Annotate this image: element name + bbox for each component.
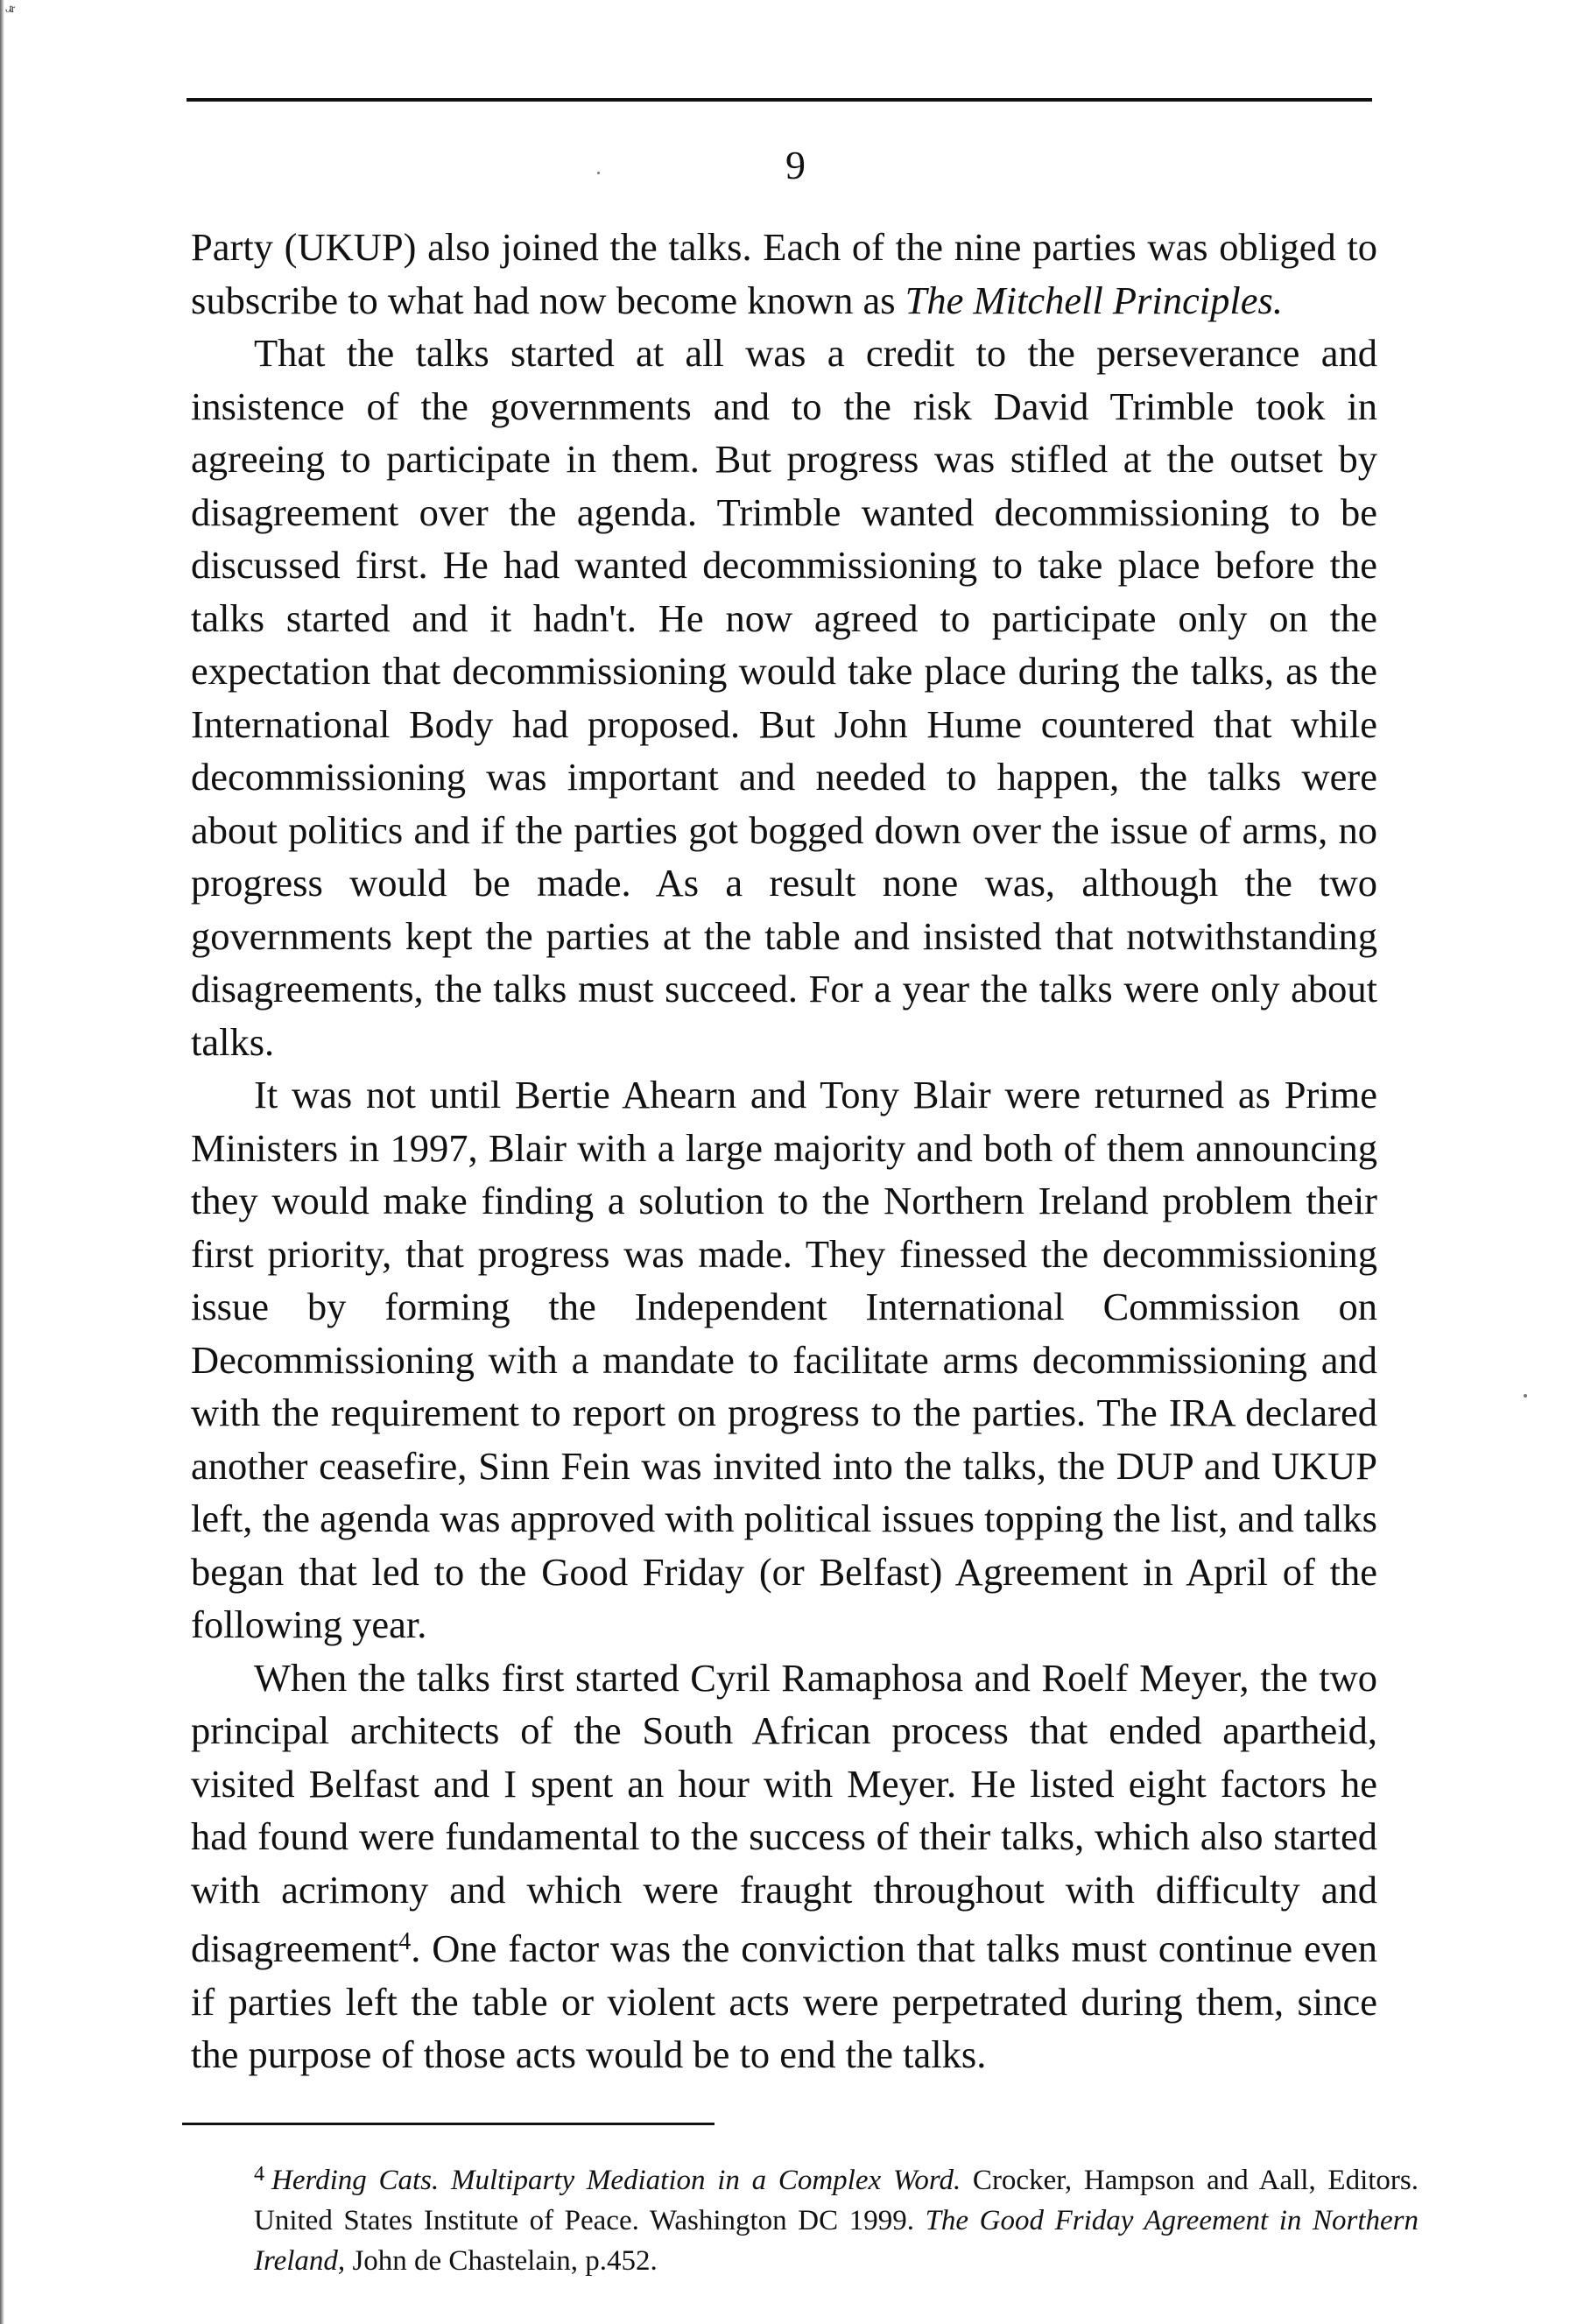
footnote-text: Crocker, Hampson and Aall, Editors. United States Institute of Peace. Washington DC 1999. bbox=[254, 2165, 1419, 2236]
page-left-edge bbox=[0, 0, 4, 2324]
scan-speck bbox=[597, 172, 600, 174]
mitchell-principles-title: The Mitchell Principles. bbox=[905, 278, 1283, 322]
footnote-reference: 4 bbox=[398, 1928, 412, 1955]
footnote-rule bbox=[182, 2123, 715, 2125]
page-number: 9 bbox=[785, 143, 806, 187]
footnote bbox=[254, 2154, 1419, 2281]
footnote-article-title: The Good Friday Agreement in Northern Ireland, bbox=[254, 2205, 1419, 2277]
footnote-text-end: John de Chastelain, p.452. bbox=[345, 2245, 658, 2277]
paragraph-1-text: Party (UKUP) also joined the talks. Each of the nine parties was obliged to subscribe to what had now become known as bbox=[191, 225, 1377, 322]
footnote-book-title: Herding Cats. Multiparty Mediation in a Complex Word. bbox=[271, 2165, 961, 2196]
body-text bbox=[191, 221, 1377, 2081]
paragraph-2-text: That the talks started at all was a credit to the perseverance and insistence of the governments and to the risk David Trimble took in agreeing to participate in them. But progress was stifled at the outset by disagreement over the agenda. Trimble wanted decommissioning to be discussed first. He had wanted decommissioning to take place before the talks started and it hadn't. He now agreed to participate only on the expectation that decommissioning would take place during the talks, as the International Body had proposed. But John Hume countered that while decommissioning was important and needed to happen, the talks were about politics and if the parties got bogged down over the issue of arms, no progress would be made. As a result none was, although the two governments kept the parties at the table and insisted that notwithstanding disagreements, the talks must succeed. For a year the talks were only about talks. bbox=[191, 331, 1377, 1064]
footnote-number: 4 bbox=[254, 2163, 264, 2186]
header-rule bbox=[187, 98, 1372, 102]
paragraph-1 bbox=[191, 221, 1377, 327]
paragraph-3-text: It was not until Bertie Ahearn and Tony Blair were returned as Prime Ministers in 1997, Blair with a large majority and both of them announcing they would make finding a solution to the Northern Ireland problem their first priority, that progress was made. They finessed the decommissioning issue by forming the Independent International Commission on Decommissioning with a mandate to facilitate arms decommissioning and with the requirement to report on progress to the parties. The IRA declared another ceasefire, Sinn Fein was invited into the talks, the DUP and UKUP left, the agenda was approved with political issues topping the list, and talks began that led to the Good Friday (or Belfast) Agreement in April of the following year. bbox=[191, 1073, 1377, 1646]
paragraph-4 bbox=[191, 1651, 1377, 2081]
corner-mark: ᵕᵗʳ bbox=[5, 0, 14, 22]
scan-speck bbox=[1524, 1394, 1527, 1398]
paragraph-4-text: When the talks first started Cyril Ramaphosa and Roelf Meyer, the two principal architects of the South African process that ended apartheid, visited Belfast and I spent an hour with Meyer. He listed eight factors he had found were fundamental to the success of their talks, which also started with acrimony and which were fraught throughout with difficulty and disagreement bbox=[191, 1655, 1377, 1970]
paragraph-3 bbox=[191, 1068, 1377, 1651]
paragraph-4-text-end: . One factor was the conviction that talks must continue even if parties left the table or violent acts were perpetrated during them, since the purpose of those acts would be to end the talks. bbox=[191, 1926, 1377, 2076]
paragraph-2 bbox=[191, 327, 1377, 1068]
